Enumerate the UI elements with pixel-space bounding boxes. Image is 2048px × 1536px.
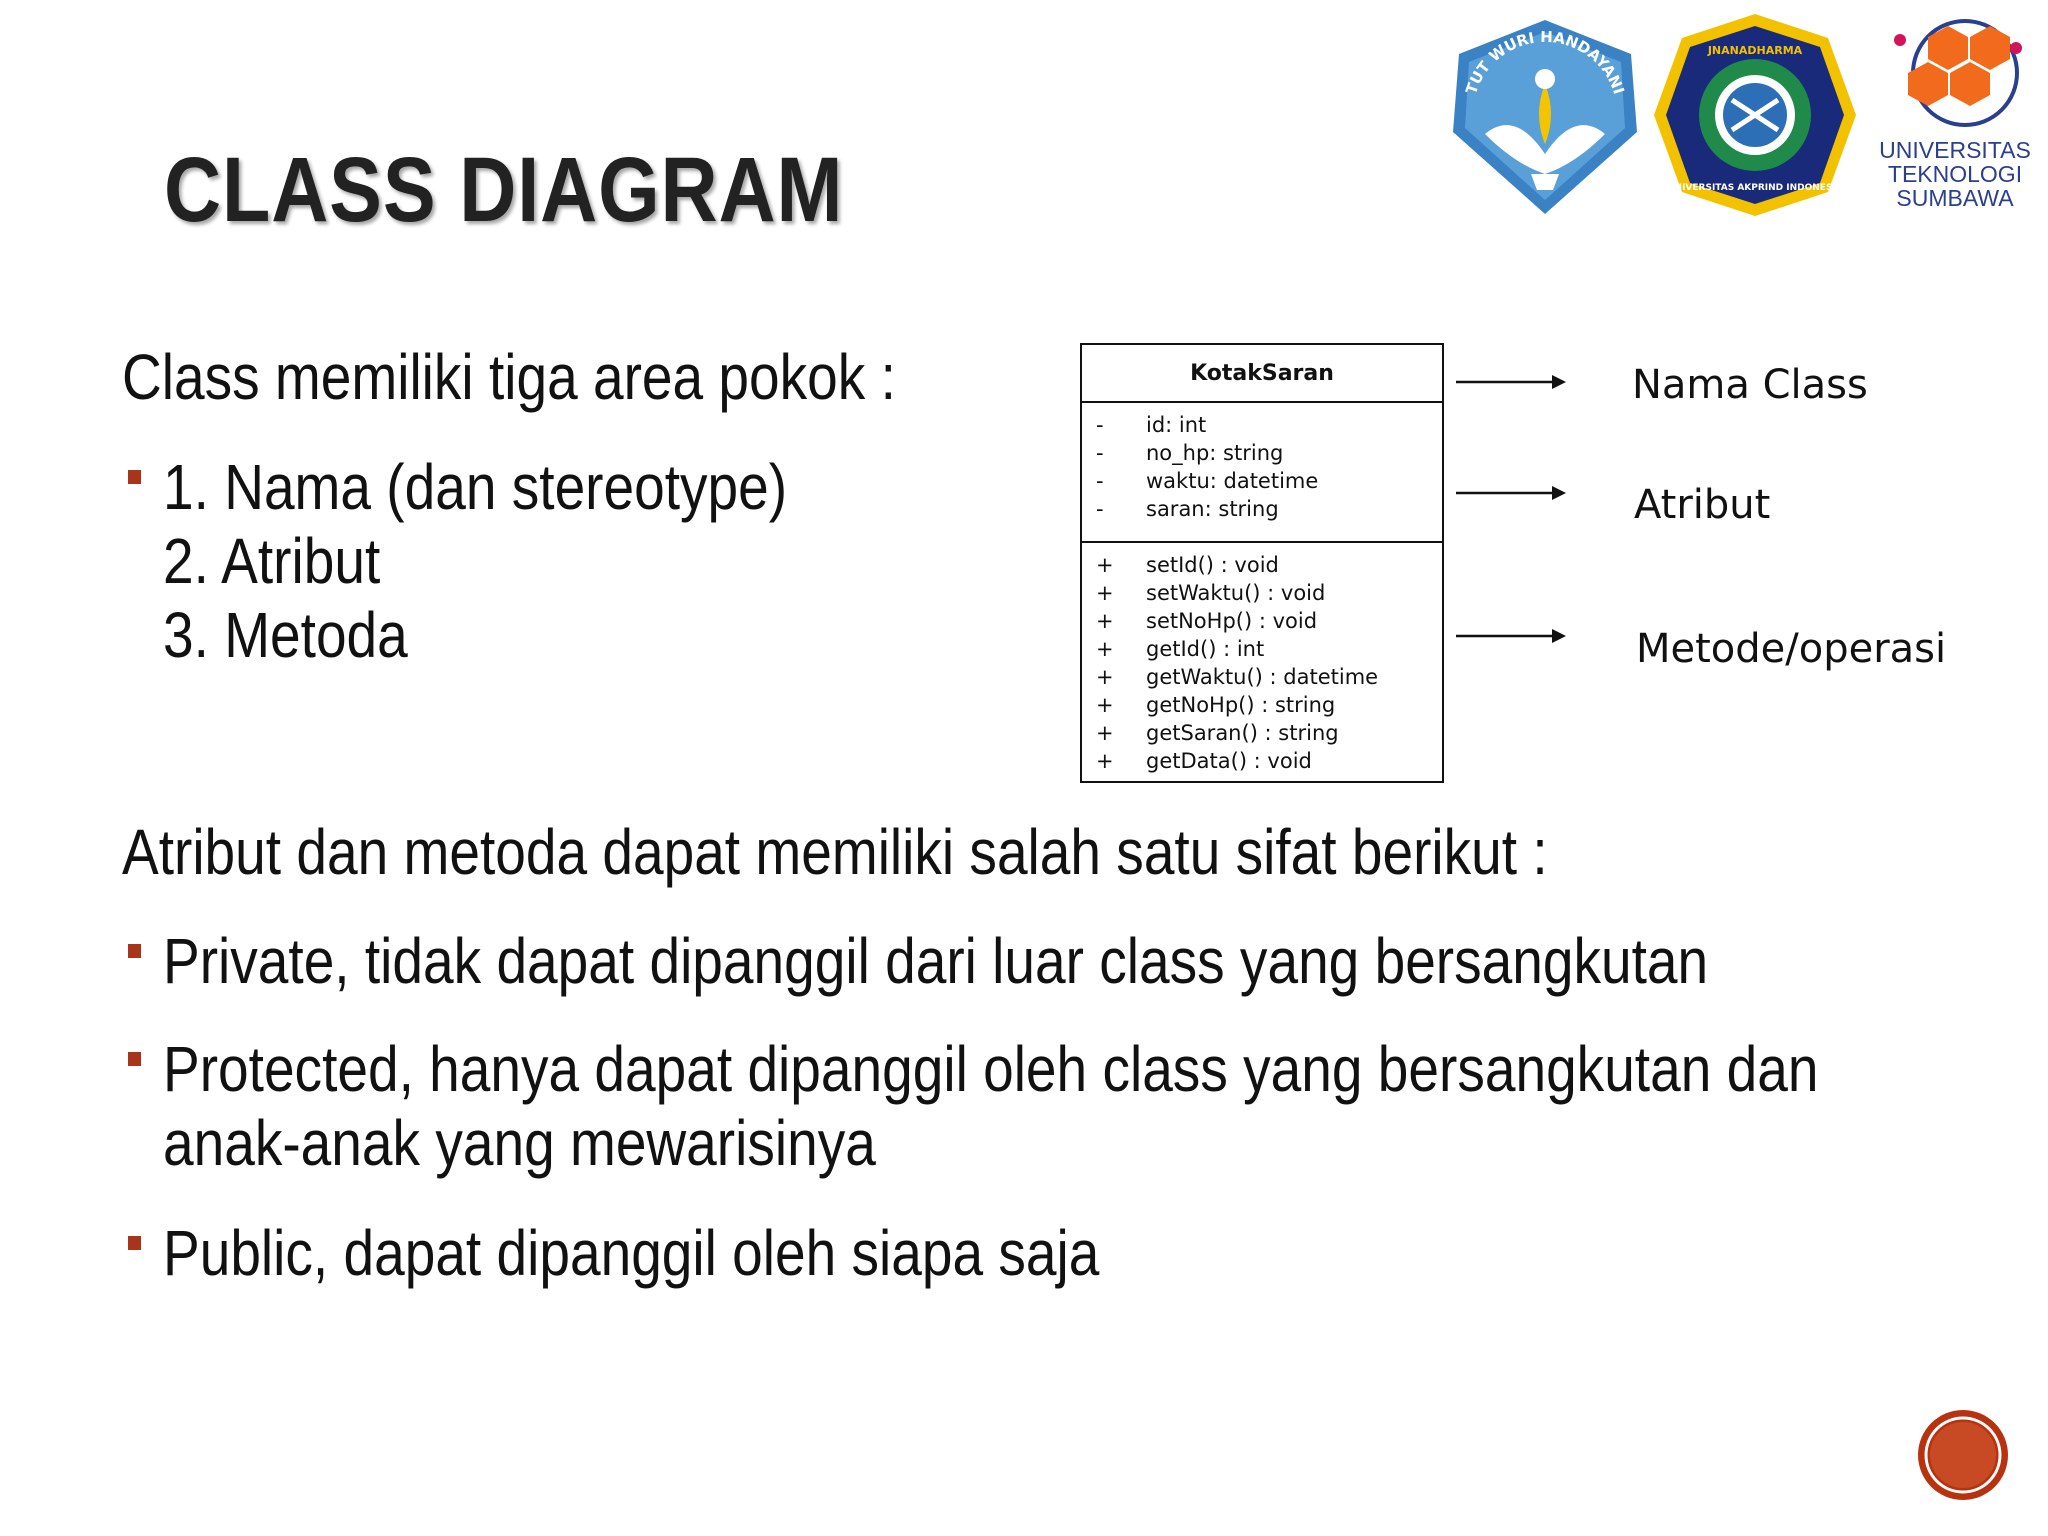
method-signature: getId() : int xyxy=(1146,637,1265,661)
uml-name-compartment xyxy=(1082,345,1442,403)
method-signature: getWaktu() : datetime xyxy=(1146,665,1379,689)
attribute-signature: waktu: datetime xyxy=(1146,469,1319,493)
uml-method-row xyxy=(1082,721,1442,749)
akprind-bottom-text: UNIVERSITAS AKPRIND INDONESIA xyxy=(1667,183,1843,193)
uml-attribute-row xyxy=(1082,413,1442,441)
arrow-to-attribute-label xyxy=(1456,481,1566,511)
uts-name-line-3: SUMBAWA xyxy=(1896,185,2014,211)
sifat-public: Public, dapat dipanggil oleh siapa saja xyxy=(163,1217,1100,1289)
uml-method-row xyxy=(1082,665,1442,693)
arrow-to-name-label xyxy=(1456,370,1566,400)
uml-class-name: KotakSaran xyxy=(1190,361,1334,386)
method-signature: setWaktu() : void xyxy=(1146,581,1326,605)
visibility-marker: - xyxy=(1096,441,1104,465)
sifat-protected: Protected, hanya dapat dipanggil oleh class yang bersangkutan dan xyxy=(163,1033,1819,1105)
tut-wuri-handayani-logo xyxy=(1445,14,1645,219)
uml-method-row xyxy=(1082,609,1442,637)
intro-text: Class memiliki tiga area pokok : xyxy=(122,341,896,413)
visibility-marker: + xyxy=(1096,609,1114,633)
bullet-marker xyxy=(128,944,141,958)
sifat-heading: Atribut dan metoda dapat memiliki salah satu sifat berikut : xyxy=(122,816,1548,888)
visibility-marker: + xyxy=(1096,749,1114,773)
uts-name-line-2: TEKNOLOGI xyxy=(1887,161,2023,187)
area-item-3: 3. Metoda xyxy=(163,599,408,671)
uml-attribute-row xyxy=(1082,497,1442,525)
method-signature: getData() : void xyxy=(1146,749,1312,773)
uml-attribute-compartment xyxy=(1082,403,1442,543)
uml-method-row xyxy=(1082,749,1442,777)
visibility-marker: + xyxy=(1096,581,1114,605)
visibility-marker: + xyxy=(1096,553,1114,577)
slide-nav-button[interactable] xyxy=(1916,1408,2010,1502)
method-signature: setId() : void xyxy=(1146,553,1279,577)
slide-title: CLASS DIAGRAM xyxy=(164,139,844,241)
visibility-marker: - xyxy=(1096,413,1104,437)
visibility-marker: + xyxy=(1096,637,1114,661)
label-metode-operasi: Metode/operasi xyxy=(1636,626,1947,672)
uml-class-box xyxy=(1080,343,1444,783)
attribute-signature: id: int xyxy=(1146,413,1207,437)
area-item-2: 2. Atribut xyxy=(163,525,381,597)
bullet-marker xyxy=(128,1236,141,1250)
arrow-to-method-label xyxy=(1456,624,1566,654)
uts-name-line-1: UNIVERSITAS xyxy=(1879,137,2031,163)
sifat-protected-continued: anak-anak yang mewarisinya xyxy=(163,1107,876,1179)
visibility-marker: + xyxy=(1096,693,1114,717)
uml-attribute-row xyxy=(1082,469,1442,497)
method-signature: getSaran() : string xyxy=(1146,721,1339,745)
visibility-marker: + xyxy=(1096,665,1114,689)
attribute-signature: saran: string xyxy=(1146,497,1279,521)
akprind-university-logo xyxy=(1650,10,1860,220)
area-item-1: 1. Nama (dan stereotype) xyxy=(163,451,788,523)
attribute-signature: no_hp: string xyxy=(1146,441,1284,465)
sifat-private: Private, tidak dapat dipanggil dari luar class yang bersangkutan xyxy=(163,925,1709,997)
method-signature: setNoHp() : void xyxy=(1146,609,1318,633)
uts-logo xyxy=(1870,18,2040,228)
visibility-marker: + xyxy=(1096,721,1114,745)
visibility-marker: - xyxy=(1096,469,1104,493)
visibility-marker: - xyxy=(1096,497,1104,521)
uml-method-row xyxy=(1082,581,1442,609)
uts-hexagon-icon xyxy=(1870,18,2040,128)
uml-method-row xyxy=(1082,693,1442,721)
uml-method-compartment xyxy=(1082,543,1442,783)
bullet-marker xyxy=(128,1052,141,1066)
uml-attribute-row xyxy=(1082,441,1442,469)
method-signature: getNoHp() : string xyxy=(1146,693,1336,717)
uml-method-row xyxy=(1082,553,1442,581)
label-nama-class: Nama Class xyxy=(1632,362,1868,408)
bullet-marker xyxy=(128,470,141,484)
uml-method-row xyxy=(1082,637,1442,665)
label-atribut: Atribut xyxy=(1634,482,1771,528)
akprind-top-text: JNANADHARMA xyxy=(1707,44,1803,57)
svg-text:TUT WURI HANDAYANI: TUT WURI HANDAYANI xyxy=(1462,27,1628,97)
